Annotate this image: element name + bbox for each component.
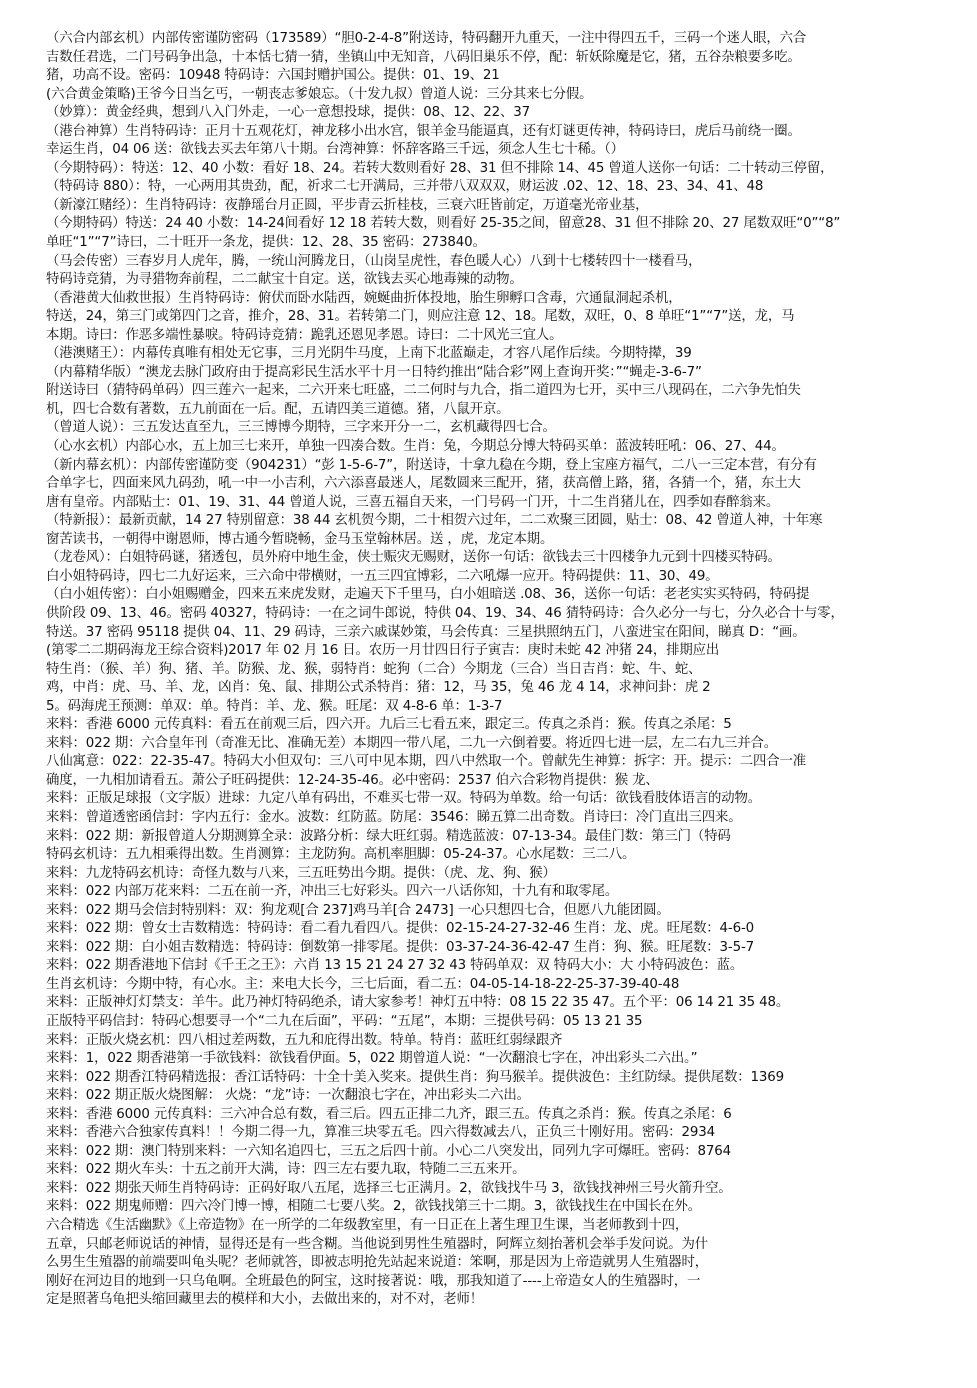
text-line: 本期。诗曰：作恶多端性暴唳。特码诗竞猜：跪乳还恩见孝恩。诗曰：二十风光三宜人。 xyxy=(46,327,563,343)
text-line: 来料：香港六合独家传真料！！今期二得一九，算准三块零五毛。四六得数减去八，正负三十刚好用。密码：2934 xyxy=(46,1125,716,1141)
text-line: 特码诗竞猜，为寻猎物奔前程，二二献宝十自定。送，欲钱去买心地毒辣的动物。 xyxy=(46,272,523,288)
text-line: 供阶段 09、13、46。密码 40327，特码诗：一在之词牛郎说，特供 04、19、34、46 猜特码诗：合久必分一与七，分久必合十与零， xyxy=(46,605,844,621)
text-line: 来料：022 期鬼师赠：四六冷门博一博，相随二七要八奖。2，欲钱找第三十二期。3，欲钱找生在中国长在外。 xyxy=(46,1199,702,1215)
text-line: （港澳赌王）：内幕传真唯有相处无它事，三月光阴牛马度，上南下北蓝巅走，才容八尾作后续。今期特撵，39 xyxy=(46,346,692,362)
text-line: （新濠江赌经）：生肖特码诗：夜静瑶台月正圆，平步青云折桂枝，三衰六旺皆前定，万道毫光帝业基， xyxy=(46,197,649,213)
text-line: 来料：022 期火车头：十五之前开大满，诗：四三左右要九取，特随二三五来开。 xyxy=(46,1162,526,1178)
text-line: 来料：022 期马会信封特别料：双：狗龙观[合 237]鸡马羊[合 2473] 一心只想四七合，但愿八九能团圆。 xyxy=(46,902,670,918)
text-line: （心水玄机）内部心水，五上加三七来开，单独一四凑合数。生肖：兔，今期总分博大特码买单：蓝波转旺吼：06、27、44。 xyxy=(46,439,785,455)
text-line: 来料：香港 6000 元传真料：三六冲合总有数，看三后。四五正排二九齐，跟三五。传真之杀肖：猴。传真之杀尾：6 xyxy=(46,1106,732,1122)
text-line: （港台神算）生肖特码诗：正月十五观花灯，神龙移小出水宫，银羊金马能逼真，还有灯谜更传神，特码诗曰，虎后马前绕一圈。 xyxy=(46,123,801,139)
text-line: 来料：香港 6000 元传真料：看五在前观三后，四六开。九后三七看五来，跟定三。传真之杀肖：猴。传真之杀尾：5 xyxy=(46,717,732,733)
text-line: (六合黄金策略)王爷今日当乞丐，一朝丧志爹娘忘。（十发九叔）曾道人说：三分其来七分假。 xyxy=(46,86,593,102)
text-line: 来料：正版火烧玄机：四八相过差两数，五九和庇得出数。特单。特肖：蓝旺红弱绿跟齐 xyxy=(46,1032,563,1048)
text-line: 特码玄机诗：五九相乘得出数。生肖测算：主龙防狗。高机率胆脚：05-24-37。心水尾数：三二八。 xyxy=(46,847,636,863)
text-line: 八仙寓意：022：22-35-47。特码大小但双句：三八可中见本期，四八中然取一个。曾献先生神算：拆字：开。提示：二四合一准 xyxy=(46,754,806,770)
text-line: 来料：曾道透密函信封：字内五行：金水。波数：红防蓝。防尾：3546：睇五算二出奇数。肖诗曰：冷门直出三四来。 xyxy=(46,809,742,825)
text-line: （六合内部玄机）内部传密谨防密码（173589）“胆0-2-4-8”附送诗，特码翻开九重天，一注中得四五千，三码一个迷人眼，六合 xyxy=(46,31,807,46)
text-line: 来料：022 内部万花来料：二五在前一齐，冲出三七好彩头。四六一八话你知，十九有和取零尾。 xyxy=(46,884,619,900)
text-line: 确度，一九相加请看五。萧公子旺码提供：12-24-35-46。必中密码：2537 伯六合彩物肖提供：猴 龙、 xyxy=(46,772,659,788)
text-line: （龙卷风）：白姐特码谜，猪透包，员外府中地生金，侠士赈灾无赐财，送你一句话：欲钱去三十四楼争九元到十四楼买特码。 xyxy=(46,550,781,566)
text-line: （曾道人说）：三五发达直至九，三三博博今期特，三字来开分一二，玄机藏得四七合。 xyxy=(46,420,556,436)
text-line: 定是照著乌龟把头缩回藏里去的模样和大小，去做出来的，对不对，老师！ xyxy=(46,1292,483,1308)
text-line: 吉数任君选，二门号码争出急，十本恬七猜一猜，坐镇山中无知音，八码旧巢乐不停，配：斩妖除魔是它，猪，五谷杂粮要多吃。 xyxy=(46,49,801,65)
text-line: （马会传密）三春岁月人虎年，腾，一统山河腾龙日，（山岗呈虎性，春色暖人心）八到十七楼转四十一楼看马， xyxy=(46,253,702,269)
text-line: 来料：022 期正版火烧图解： 火烧：“龙”诗：一次翻浪七字在，冲出彩头二六出。 xyxy=(46,1088,530,1104)
text-line: 特送，24，第三门或第四门之音，推介，28、31。若转第二门，则应注意 12、18。尾数，双旺，0、8 单旺“1”“7”送，龙，马 xyxy=(46,309,795,325)
text-line: （白小姐传密）：白小姐赐赠金，四来五来虎发财，走遍天下千里马，白小姐暗送 .08、36，送你一句话：老老实实买特码，特码提 xyxy=(46,587,810,603)
text-line: 窗苦读书，一朝得中谢恩师，博古通今暂晓畅，金马玉堂翰林居。送 ，虎，龙定本期。 xyxy=(46,531,554,547)
text-line: 来料：022 期：新报曾道人分期测算全录：波路分析：绿大旺红弱。精选蓝波：07-13-34。最佳门数：第三门（特码 xyxy=(46,828,731,844)
text-line: 刚好在河边目的地到一只乌龟啊。全班最色的阿宝，这时接著说：哦，那我知道了----上帝造女人的生殖器时，一 xyxy=(46,1273,701,1289)
text-line: （新内幕玄机）：内部传密谨防变（904231）“彭 1-5-6-7”，附送诗，十拿九稳在今期，登上宝座方福气，二八一三定本营，有分有 xyxy=(46,457,817,473)
text-line: （香港黄大仙救世报）生肖特码诗：俯伏而卧水陆西，婉蜒曲折体投地，胎生卵孵口含毒，穴通鼠洞起杀机， xyxy=(46,290,682,306)
text-line: （妙算）：黄金经典，想到八入门外走，一心一意想投球，提供：08、12、22、37 xyxy=(46,105,530,121)
text-line: 机，四七合数有著数，五九前面在一后。配，五请四美三道德。猪，八鼠开京。 xyxy=(46,401,510,417)
text-line: 来料：正版神灯灯禁支：羊牛。此乃神灯特码绝杀，请大家参考！神灯五中特：08 15 22 35 47。五个平：06 14 21 35 48。 xyxy=(46,995,790,1011)
text-line: 合单字七，四面来风九码劲，吼一中一小吉利，六六添喜最迷人，尾数圆来三配开，猪，获高僧上路，猪，各猜一个，猪，东土大 xyxy=(46,476,801,492)
text-line: (第零二二期码海龙王综合资料)2017 年 02 月 16 日。农历一月廿四日行子寅吉：庚时未蛇 42 冲猪 24，排期应出 xyxy=(46,643,720,659)
text-line: 鸡，中肖：虎、马、羊、龙，凶肖：兔、鼠、排期公式杀特肖：猪：12，马 35，兔 46 龙 4 14，求神问卦：虎 2 xyxy=(46,680,711,696)
document-body xyxy=(46,30,941,1310)
text-line: （今期特码）特送：24 40 小数：14-24间看好 12 18 若转大数，则看好 25-35之间，留意28、31 但不排除 20、27 尾数双旺“0”“8” xyxy=(46,216,841,232)
text-line: 白小姐特码诗，四七二九好运来，三六命中带横财，一五三四宜博彩，二六吼爆一应开。特码提供：11、30、49。 xyxy=(46,568,719,584)
text-line: （今期特码）：特送：12、40 小数：看好 18、24。若转大数则看好 28、31 但不排除 14、45 曾道人送你一句话：二十转动三停留， xyxy=(46,160,834,176)
text-line: 生肖玄机诗：今期中特，有心水。主：来电大长今，三七后面，看二五：04-05-14-18-22-25-37-39-40-48 xyxy=(46,976,680,992)
text-line: 五章，只邮老师说话的神情，显得还是有一些含糊。当他说到男性生殖器时，阿辉立刻抬著机会举手发问说。为什 xyxy=(46,1236,709,1252)
text-line: 特送。37 密码 95118 提供 04、11、29 码诗，三亲六戚谋妙策，马会传真：三星拱照纳五门，八蛮进宝在阳间，睇真 D：“画。 xyxy=(46,624,806,640)
text-line: 六合精选《生活幽默》《上帝造物》在一所学的二年级教室里，有一日正在上著生理卫生课，当老师教到十四， xyxy=(46,1218,689,1233)
text-line: 来料：022 期：曾女士吉数精选：特码诗：看二看九看四八。提供：02-15-24-27-32-46 生肖：龙、虎。旺尾数：4-6-0 xyxy=(46,921,755,937)
text-line: 来料：022 期：白小姐吉数精选：特码诗：倒数第一排零尾。提供：03-37-24-36-42-47 生肖：狗、猴。旺尾数：3-5-7 xyxy=(46,939,755,955)
text-line: 来料：022 期：澳门特别来料：一六知名追四七，三五之后四十前。小心二八突发出，同列九字可爆旺。密码：8764 xyxy=(46,1143,731,1159)
text-line: 唐有皇帝。内部贴士：01、19、31、44 曾道人说，三喜五福自天来，一门号码一门开，十二生肖猪儿在，四季如春醉翁来。 xyxy=(46,494,780,510)
text-line: 来料：022 期香港地下信封《千王之王》：六肖 13 15 21 24 27 32 43 特码单双：双 特码大小：大 小特码波色：蓝。 xyxy=(46,958,744,974)
text-line: 么男生生殖器的前端要叫龟头呢？老师就答，即被志明抢先站起来说道：笨啊，那是因为上帝造就男人生殖器时， xyxy=(46,1255,709,1271)
text-line: 来料：正版足球报（文字版）进球：九定八单有码出，不难买七带一双。特码为单数。给一句话：欲钱看肢体语言的动物。 xyxy=(46,791,761,807)
text-line: 来料：九龙特码玄机诗：奇怪九数与八来，三五旺势出今期。提供：（虎、龙、狗、猴） xyxy=(46,865,556,881)
text-line: （内幕精华版）“澳龙去脉门政府由于提高彩民生活水平十月一日特约推出“陆合彩”网上查询开奖：”“蝇走-3-6-7” xyxy=(46,364,702,380)
text-line: 单旺“1”“7”诗曰，二十旺开一条龙，提供：12、28、35 密码：273840。 xyxy=(46,235,486,251)
text-line: 来料：022 期张天师生肖特码诗：正码好取八五尾，选择三七正满月。2，欲钱找牛马 3，欲钱找神州三号火箭升空。 xyxy=(46,1180,732,1196)
text-line: 猪，功高不设。密码：10948 特码诗：六国封赠护国公。提供：01、19、21 xyxy=(46,68,500,84)
text-line: 附送诗曰（猜特码单码）四三莲六一起来，二六开来七旺盛，二二何时与九合，指二道四为七开，买中三八现码在，二六争先怕失 xyxy=(46,383,801,399)
text-line: 来料：1，022 期香港第一手欲钱料：欲钱看伊面。5，022 期曾道人说：“一次翻浪七字在，冲出彩头二六出。” xyxy=(46,1051,698,1067)
text-line: 特生肖：（猴、羊）狗、猪、羊。防猴、龙、猴，弱特肖：蛇狗（二合）今期龙（三合）当日吉肖：蛇、牛、蛇、 xyxy=(46,661,702,677)
text-line: （特新报）：最新贡献，14 27 特别留意：38 44 玄机贺今期，二十相贺六过年，二二欢聚三团圆，贴士：08、42 曾道人神，十年寒 xyxy=(46,513,823,529)
text-line: （特码诗 880）：特，一心两用其贵劲，配，祈求二七开满局，三并带八双双双，财运波 .02、12、18、23、34、41、48 xyxy=(46,179,764,195)
text-line: 正版特平码信封：特码心想要寻一个“二九在后面”，平码：“五尾”，本期：三提供号码：05 13 21 35 xyxy=(46,1013,643,1029)
text-line: 来料：022 期：六合皇年刊（奇准无比、准确无差）本期四一带八尾，二九一六倒着要。将近四七进一层，左二右九三并合。 xyxy=(46,735,777,751)
text-line: 幸运生肖，04 06 送：欲钱去买去年第八十期。台湾神算：怀辞客路三千远，须念人生七十稀。（） xyxy=(46,142,624,158)
text-line: 来料：022 期香江特码精选报：香江话特码：十全十美入奖来。提供生肖：狗马猴羊。提供波色：主红防绿。提供尾数：1369 xyxy=(46,1069,784,1085)
text-line: 5。码海虎王预测：单双：单。特肖：羊、龙、猴。旺尾：双 4-8-6 单：1-3-7 xyxy=(46,698,503,714)
